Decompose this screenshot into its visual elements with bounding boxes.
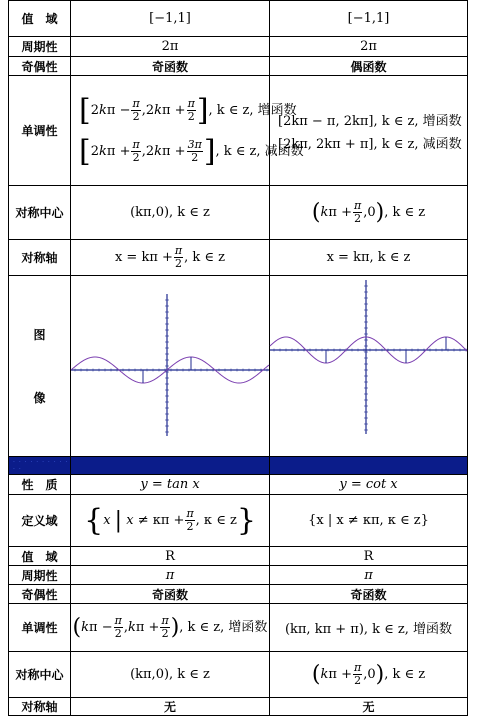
sin-symmetry-axis: x = kπ + $\frac{\pi}{2}$ , k ∈ z: [71, 240, 270, 276]
row-label: 奇偶性: [9, 585, 71, 604]
cot-range: R: [270, 547, 468, 566]
row-range-2: [9, 547, 468, 566]
row-label: 对称中心: [9, 652, 71, 698]
sin-decrease-interval: [2kπ + $\frac{\pi}{2}$ ,2kπ + $\frac{3\pi}{2}$ ], k ∈ z, 减函数: [79, 133, 304, 169]
sin-period: 2π: [71, 37, 270, 57]
row-label: 单调性: [9, 76, 71, 186]
cot-domain: {x | x ≠ κπ, κ ∈ z}: [270, 495, 468, 547]
cos-center-suffix: , k ∈ z: [384, 205, 426, 220]
row-label: 对称中心: [9, 186, 71, 240]
cos-decrease-interval: [2kπ, 2kπ + π], k ∈ z, 减函数: [278, 136, 462, 152]
row-label: [9, 276, 71, 457]
row-label: 值 域: [9, 1, 71, 37]
cos-increase-interval: [2kπ − π, 2kπ], k ∈ z, 增函数: [278, 113, 462, 129]
row-range: [9, 1, 468, 37]
row-symmetry-axis-2: [9, 698, 468, 716]
sin-graph-cell: [71, 276, 270, 457]
sin-decrease-suffix: , k ∈ z, 减函数: [215, 143, 304, 159]
cos-period: 2π: [270, 37, 468, 57]
band-dots: · · · · · · · · · · · ·: [9, 457, 71, 475]
tan-domain: {x | x ≠ κπ + $\frac{\pi}{2}$ , κ ∈ z}: [71, 495, 270, 547]
cos-symmetry-axis: x = kπ, k ∈ z: [270, 240, 468, 276]
row-label: 奇偶性: [9, 57, 71, 76]
row-parity: [9, 57, 468, 76]
band-fill: [270, 457, 468, 475]
row-label: 定义域: [9, 495, 71, 547]
row-symmetry-center-2: [9, 652, 468, 698]
cot-function: y = cot x: [270, 475, 468, 495]
row-label: 对称轴: [9, 240, 71, 276]
row-domain: [9, 495, 468, 547]
tan-function: y = tan x: [71, 475, 270, 495]
row-label: 对称轴: [9, 698, 71, 716]
sin-increase-interval: [2kπ − $\frac{\pi}{2}$ ,2kπ + $\frac{\pi}{2}$ ], k ∈ z, 增函数: [79, 92, 297, 128]
sin-monotonic: [71, 76, 304, 186]
row-parity-2: [9, 585, 468, 604]
row-symmetry-center: [9, 186, 468, 240]
sin-parity: 奇函数: [71, 57, 270, 76]
row-label: 单调性: [9, 604, 71, 652]
row-label: 周期性: [9, 566, 71, 585]
row-graph: [9, 276, 468, 457]
tan-symmetry-center: (kπ,0), k ∈ z: [71, 652, 270, 698]
row-property: [9, 475, 468, 495]
graph-label-top: 图: [33, 328, 46, 342]
cos-range: [−1,1]: [270, 1, 468, 37]
cosine-graph: [270, 276, 467, 456]
sin-symmetry-center: (kπ,0), k ∈ z: [71, 186, 270, 240]
graph-label-bottom: 像: [33, 391, 46, 405]
sin-range: [−1,1]: [71, 1, 270, 37]
cos-parity: 偶函数: [270, 57, 468, 76]
sine-graph: [71, 276, 269, 456]
sin-axis-suffix: , k ∈ z: [184, 250, 226, 265]
row-label: 周期性: [9, 37, 71, 57]
row-period: [9, 37, 468, 57]
tan-symmetry-axis: 无: [71, 698, 270, 716]
cot-period: π: [270, 566, 468, 585]
tan-range: R: [71, 547, 270, 566]
row-monotonic-2: [9, 604, 468, 652]
cot-symmetry-axis: 无: [270, 698, 468, 716]
trig-properties-table: [8, 0, 468, 716]
section-divider-band: [9, 457, 468, 475]
tan-parity: 奇函数: [71, 585, 270, 604]
tan-monotonic-suffix: , k ∈ z, 增函数: [179, 620, 268, 635]
tan-monotonic: (kπ − $\frac{\pi}{2}$ ,kπ + $\frac{\pi}{2}$ ), k ∈ z, 增函数: [71, 604, 270, 652]
cot-symmetry-center: (kπ + $\frac{\pi}{2}$ ,0), k ∈ z: [270, 652, 468, 698]
cos-monotonic: [270, 76, 468, 186]
tan-domain-suffix: , κ ∈ z: [195, 513, 237, 528]
sin-increase-suffix: , k ∈ z, 增函数: [208, 102, 297, 118]
row-symmetry-axis: [9, 240, 468, 276]
band-fill: [71, 457, 270, 475]
cot-parity: 奇函数: [270, 585, 468, 604]
cot-center-suffix: , k ∈ z: [384, 667, 426, 682]
cos-symmetry-center: (kπ + $\frac{\pi}{2}$ ,0), k ∈ z: [270, 186, 468, 240]
row-monotonic: [9, 76, 468, 186]
row-label: 值 域: [9, 547, 71, 566]
tan-period: π: [71, 566, 270, 585]
cos-graph-cell: [270, 276, 468, 457]
sin-axis-prefix: x = kπ +: [114, 250, 173, 265]
row-label: 性 质: [9, 475, 71, 495]
cot-monotonic: (kπ, kπ + π), k ∈ z, 增函数: [270, 604, 468, 652]
row-period-2: [9, 566, 468, 585]
